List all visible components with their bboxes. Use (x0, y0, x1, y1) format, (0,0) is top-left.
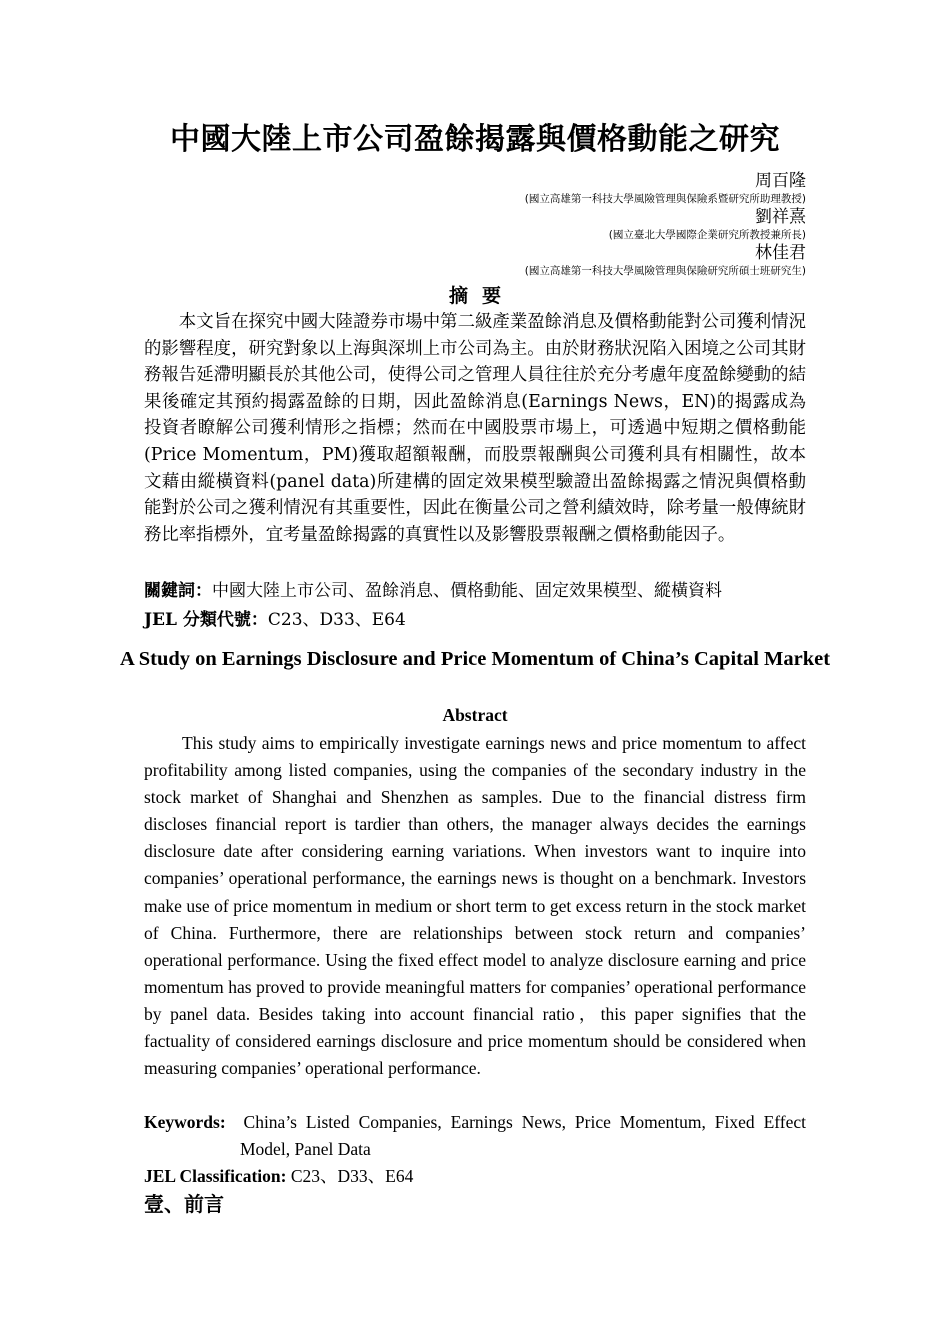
author-block (525, 170, 806, 278)
chinese-abstract-heading: 摘要 (448, 285, 515, 307)
english-jel-label: JEL Classification: (144, 1166, 287, 1186)
chinese-abstract-body: 本文旨在探究中國大陸證券市場中第二級產業盈餘消息及價格動能對公司獲利情況的影響程度，研究對象以上海與深圳上市公司為主。由於財務狀況陷入困境之公司其財務報告延滯明顯長於其他公司，使得公司之管理人員往往於充分考慮年度盈餘變動的結果後確定其預約揭露盈餘的日期，因此盈餘消息(Earnings News，EN)的揭露成為投資者瞭解公司獲利情形之指標；然而在中國股票市場上，可透過中短期之價格動能(Price Momentum，PM)獲取超額報酬，而股票報酬與公司獲利具有相關性，故本文藉由縱橫資料(panel data)所建構的固定效果模型驗證出盈餘揭露之情況與價格動能對於公司之獲利情況有其重要性，因此在衡量公司之營利績效時，除考量一般傳統財務比率指標外，宜考量盈餘揭露的真實性以及影響股票報酬之價格動能因子。 (144, 312, 806, 545)
chinese-jel-label: JEL 分類代號： (144, 610, 268, 630)
chinese-jel-codes: C23、D33、E64 (267, 610, 406, 630)
author-name: 劉祥熹 (755, 207, 806, 227)
chinese-keywords (144, 578, 806, 604)
english-jel (144, 1163, 806, 1190)
author-name: 林佳君 (755, 243, 806, 263)
english-keywords-label: Keywords: (144, 1112, 226, 1132)
english-keywords (144, 1109, 806, 1163)
section-heading: 壹、前言 (144, 1192, 224, 1216)
paper-title: 中國大陸上市公司盈餘揭露與價格動能之研究 (170, 122, 780, 157)
chinese-keywords-label: 關鍵詞： (144, 581, 212, 601)
english-abstract-heading: Abstract (442, 705, 508, 725)
author-affiliation: (國立臺北大學國際企業研究所教授兼所長) (608, 229, 806, 241)
english-abstract-body: This study aims to empirically investigate earnings news and price momentum to affect profitability among listed companies, using the companies of the secondary industry in the stock market of Shanghai and Shenzhen as samples. Due to the financial distress firm discloses financial report is tardier than others, the manager always decides the earnings disclosure date after considering earning variations. When investors want to inquire into companies’ operational performance, the earnings news is thought on a benchmark. Investors make use of price momentum in medium or short term to get excess return in the stock market of China. Furthermore, there are relationships between stock return and companies’ operational performance. Using the fixed effect model to analyze disclosure earning and price momentum has proved to provide meaningful matters for companies’ operational performance by panel data. Besides taking into account financial ratio，this paper signifies that the factuality of considered earnings disclosure and price momentum should be considered when measuring companies’ operational performance. (144, 733, 806, 1079)
chinese-keywords-text: 中國大陸上市公司、盈餘消息、價格動能、固定效果模型、縱橫資料 (212, 581, 722, 601)
author-affiliation: (國立高雄第一科技大學風險管理與保險研究所碩士班研究生) (524, 265, 806, 277)
author-name: 周百隆 (755, 171, 806, 191)
author-affiliation: (國立高雄第一科技大學風險管理與保險系暨研究所助理教授) (524, 193, 806, 205)
english-jel-codes: C23、D33、E64 (290, 1166, 414, 1186)
chinese-jel (144, 607, 806, 633)
english-keywords-text: China’s Listed Companies, Earnings News, Price Momentum, Fixed Effect Model, Panel Data (240, 1112, 806, 1159)
english-title: A Study on Earnings Disclosure and Price Momentum of China’s Capital Market (119, 648, 831, 670)
